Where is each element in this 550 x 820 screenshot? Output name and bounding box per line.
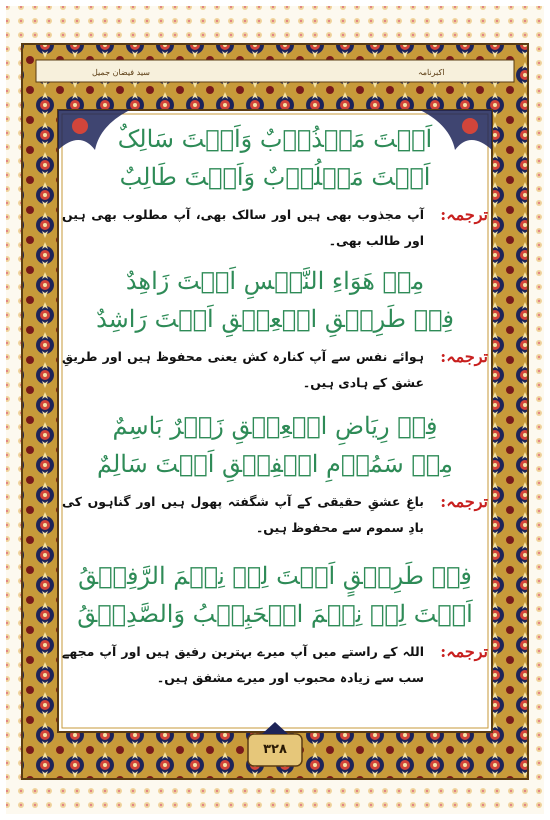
- header-signature: سید فیضان جمیل: [92, 68, 150, 77]
- translation-text: اللہ کے راستے میں آپ میرے بہترین رفیق ہیں اور آپ مجھے سب سے زیادہ محبوب اور میرے مشفق ہیں۔: [62, 644, 424, 685]
- translation-row: [62, 344, 488, 396]
- translation-label: ترجمہ:: [440, 642, 488, 661]
- section-4: [62, 563, 488, 691]
- verse-line: اَنۡتَ لِیۡ نِعۡمَ الۡحَبِیۡبُ وَالصَّدِیۡقُ: [77, 600, 473, 628]
- page-content: [62, 118, 488, 728]
- section-1: [62, 126, 488, 254]
- header-seal: اکبرنامہ: [418, 68, 445, 77]
- verse-line: مِنۡ سَمُوۡمِ الۡفِسۡقِ اَنۡتَ سَالِمٌ: [96, 450, 453, 478]
- verse-line: فِیۡ طَرِیۡقٍ اَنۡتَ لِیۡ نِعۡمَ الرَّفِیۡقُ: [78, 562, 472, 590]
- verse-line: فِیۡ رِیَاضِ الۡعِشۡقِ زَهۡرٌ بَاسِمٌ: [112, 412, 438, 440]
- translation-text: ہوائے نفس سے آپ کنارہ کش یعنی محفوظ ہیں اور طریقِ عشق کے ہادی ہیں۔: [62, 349, 424, 390]
- translation-row: [62, 639, 488, 691]
- verse-line: اَنۡتَ مَجۡذُوۡبٌ وَاَنۡتَ سَالِکٌ: [117, 125, 433, 153]
- section-3: [62, 413, 488, 541]
- translation-text: باغِ عشقِ حقیقی کے آپ شگفتہ پھول ہیں اور گناہوں کی بادِ سموم سے محفوظ ہیں۔: [62, 494, 424, 535]
- page-number: ۳۲۸: [263, 742, 287, 757]
- translation-label: ترجمہ:: [440, 492, 488, 511]
- translation-label: ترجمہ:: [440, 347, 488, 366]
- verse-line: مِنۡ هَوَاءِ النَّفۡسِ اَنۡتَ زَاهِدٌ: [125, 267, 425, 295]
- verse-line: فِیۡ طَرِیۡقِ الۡعِشۡقِ اَنۡتَ رَاشِدٌ: [96, 305, 454, 333]
- translation-row: [62, 489, 488, 541]
- verse-line: اَنۡتَ مَطۡلُوۡبٌ وَاَنۡتَ طَالِبٌ: [119, 163, 431, 191]
- translation-label: ترجمہ:: [440, 205, 488, 224]
- translation-row: [62, 202, 488, 254]
- section-2: [62, 268, 488, 396]
- translation-text: آپ مجذوب بھی ہیں اور سالک بھی، آپ مطلوب بھی ہیں اور طالب بھی۔: [62, 207, 424, 248]
